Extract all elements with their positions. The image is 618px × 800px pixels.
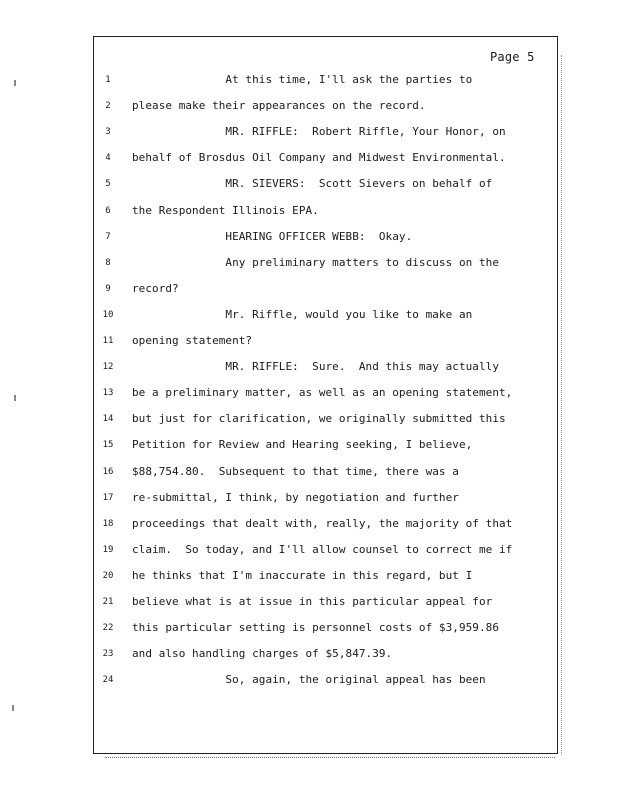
line-number: 23 <box>102 649 114 660</box>
transcript-line <box>0 386 618 404</box>
line-number: 21 <box>102 597 114 607</box>
line-text: Mr. Riffle, would you like to make an <box>132 307 473 321</box>
line-text: and also handling charges of $5,847.39. <box>132 647 393 661</box>
transcript-line <box>0 438 618 456</box>
line-text: claim. So today, and I'll allow counsel to correct me if <box>132 542 513 556</box>
line-text: MR. RIFFLE: Sure. And this may actually <box>132 360 499 374</box>
line-text: he thinks that I'm inaccurate in this regard, but I <box>132 568 473 582</box>
transcript-line <box>0 99 618 117</box>
line-text: Any preliminary matters to discuss on the <box>132 255 499 269</box>
transcript-line <box>0 230 618 248</box>
transcript-line <box>0 282 618 300</box>
line-number: 12 <box>102 362 114 373</box>
line-text: HEARING OFFICER WEBB: Okay. <box>132 229 413 243</box>
line-number: 17 <box>102 492 114 503</box>
line-text: but just for clarification, we originally submitted this <box>132 412 506 426</box>
line-text: this particular setting is personnel costs of $3,959.86 <box>132 621 499 635</box>
transcript-line <box>0 569 618 587</box>
transcript-line <box>0 647 618 665</box>
line-text: opening statement? <box>132 334 253 347</box>
line-text: the Respondent Illinois EPA. <box>132 203 319 217</box>
line-text: be a preliminary matter, as well as an opening statement, <box>132 386 513 400</box>
line-number: 10 <box>102 309 114 320</box>
transcript-line <box>0 256 618 274</box>
line-number: 24 <box>102 675 114 686</box>
transcript-line <box>0 73 618 91</box>
line-text: proceedings that dealt with, really, the majority of that <box>132 516 513 530</box>
transcript-line <box>0 673 618 691</box>
transcript-line <box>0 412 618 430</box>
line-number: 1 <box>105 75 111 85</box>
transcript-line <box>0 334 618 352</box>
line-number: 2 <box>105 101 111 112</box>
line-number: 19 <box>102 544 114 555</box>
line-number: 15 <box>102 440 114 451</box>
line-number: 20 <box>102 570 114 581</box>
left-margin-mark <box>12 705 14 711</box>
line-text: re-submittal, I think, by negotiation and further <box>132 490 459 504</box>
transcript-line <box>0 517 618 535</box>
line-number: 16 <box>102 466 114 477</box>
line-number: 18 <box>102 518 114 529</box>
transcript-line <box>0 151 618 169</box>
transcript-line <box>0 204 618 222</box>
line-text: At this time, I'll ask the parties to <box>132 73 473 86</box>
line-text: Petition for Review and Hearing seeking, I believe, <box>132 438 473 452</box>
transcript-line <box>0 543 618 561</box>
line-number: 14 <box>102 414 114 425</box>
line-text: So, again, the original appeal has been <box>132 673 486 687</box>
line-number: 4 <box>105 153 111 164</box>
line-text: believe what is at issue in this particular appeal for <box>132 595 493 608</box>
line-number: 5 <box>105 179 111 190</box>
transcript-line <box>0 621 618 639</box>
transcript-line <box>0 595 618 613</box>
line-number: 8 <box>105 257 111 268</box>
line-number: 6 <box>105 205 111 216</box>
transcript-line <box>0 308 618 326</box>
line-text: behalf of Brosdus Oil Company and Midwest Environmental. <box>132 151 506 165</box>
transcript-line <box>0 360 618 378</box>
line-number: 11 <box>102 336 114 346</box>
line-text: MR. SIEVERS: Scott Sievers on behalf of <box>132 177 493 191</box>
line-number: 3 <box>105 127 111 138</box>
transcript-line <box>0 465 618 483</box>
line-number: 7 <box>105 231 111 242</box>
line-text: please make their appearances on the record. <box>132 99 426 113</box>
transcript-line <box>0 491 618 509</box>
line-number: 13 <box>102 388 114 399</box>
footer-marks <box>105 757 555 762</box>
transcript-line <box>0 125 618 143</box>
line-text: record? <box>132 281 179 295</box>
line-number: 22 <box>102 623 114 634</box>
line-text: $88,754.80. Subsequent to that time, there was a <box>132 464 459 478</box>
page-number: Page 5 <box>490 50 535 64</box>
line-number: 9 <box>105 283 111 294</box>
transcript-line <box>0 177 618 195</box>
line-text: MR. RIFFLE: Robert Riffle, Your Honor, on <box>132 125 506 139</box>
